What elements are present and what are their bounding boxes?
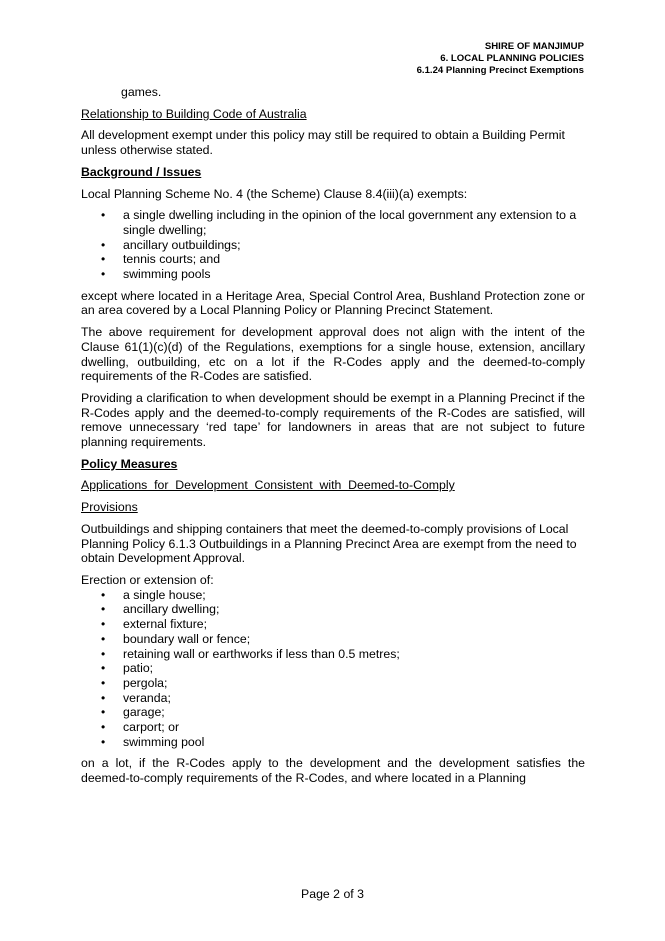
requirement-paragraph: The above requirement for development approval does not align with the intent of the Clause 61(1)(c)(d) of the Regulations, exemptions for a single house, extension, ancillary dwelling, outbuilding, etc on a lot if the R-Codes apply and the deemed-to-comply requirements of the R-Codes are satisfied. <box>81 325 585 384</box>
outbuildings-paragraph: Outbuildings and shipping containers that meet the deemed-to-comply provisions of Local Planning Policy 6.1.3 Outbuildings in a Planning Precinct Area are exempt from the need to obtain Development Approval. <box>81 521 577 566</box>
clarification-paragraph: Providing a clarification to when development should be exempt in a Planning Precinct if the R-Codes apply and the deemed-to-comply requirements of the R-Codes are satisfied, will remove unnecessary ‘red tape’ for landowners in areas that are not subject to future planning requirements. <box>81 390 585 450</box>
header-section: 6. LOCAL PLANNING POLICIES <box>440 53 584 65</box>
policy-measures-heading: Policy Measures <box>81 456 178 471</box>
page-number: Page 2 of 3 <box>301 887 364 901</box>
list-item: • pergola; <box>123 676 585 691</box>
provisions-heading: Provisions <box>81 500 138 515</box>
list-item: • garage; <box>123 705 585 720</box>
page-header <box>417 41 584 78</box>
continuation-text: games. <box>121 85 162 99</box>
list-item: • ancillary outbuildings; <box>123 238 585 253</box>
header-organisation: SHIRE OF MANJIMUP <box>484 41 584 52</box>
erection-intro: Erection or extension of: <box>81 572 214 587</box>
list-item: • a single house; <box>123 588 585 603</box>
list-item: • retaining wall or earthworks if less than 0.5 metres; <box>123 647 585 662</box>
list-item: • external fixture; <box>123 617 585 632</box>
bca-paragraph: All development exempt under this policy may still be required to obtain a Building Permit unless otherwise stated. <box>81 128 565 158</box>
list-item: • swimming pool <box>123 735 585 750</box>
list-item: • patio; <box>123 661 585 676</box>
list-item: • tennis courts; and <box>123 252 585 267</box>
document-body <box>81 85 585 786</box>
list-item: • a single dwelling including in the opinion of the local government any extension to a single dwelling; <box>123 208 585 237</box>
erection-list <box>81 588 585 750</box>
list-item: • boundary wall or fence; <box>123 632 585 647</box>
scheme-exemptions-list <box>81 208 585 282</box>
page-footer <box>0 887 665 901</box>
list-item: • swimming pools <box>123 267 585 282</box>
applications-heading: Applications for Development Consistent with Deemed-to-Comply <box>81 478 455 493</box>
scheme-intro: Local Planning Scheme No. 4 (the Scheme) Clause 8.4(iii)(a) exempts: <box>81 186 468 201</box>
bca-heading: Relationship to Building Code of Australia <box>81 106 307 121</box>
lot-paragraph: on a lot, if the R-Codes apply to the development and the development satisfies the deemed-to-comply requirements of the R-Codes, and where located in a Planning <box>81 756 585 786</box>
list-item: • veranda; <box>123 691 585 706</box>
header-policy-title: 6.1.24 Planning Precinct Exemptions <box>416 65 584 77</box>
except-paragraph: except where located in a Heritage Area, Special Control Area, Bushland Protection zone or an area covered by a Local Planning Policy or Planning Precinct Statement. <box>81 288 585 318</box>
background-heading: Background / Issues <box>81 164 202 179</box>
list-item: • ancillary dwelling; <box>123 602 585 617</box>
list-item: • carport; or <box>123 720 585 735</box>
